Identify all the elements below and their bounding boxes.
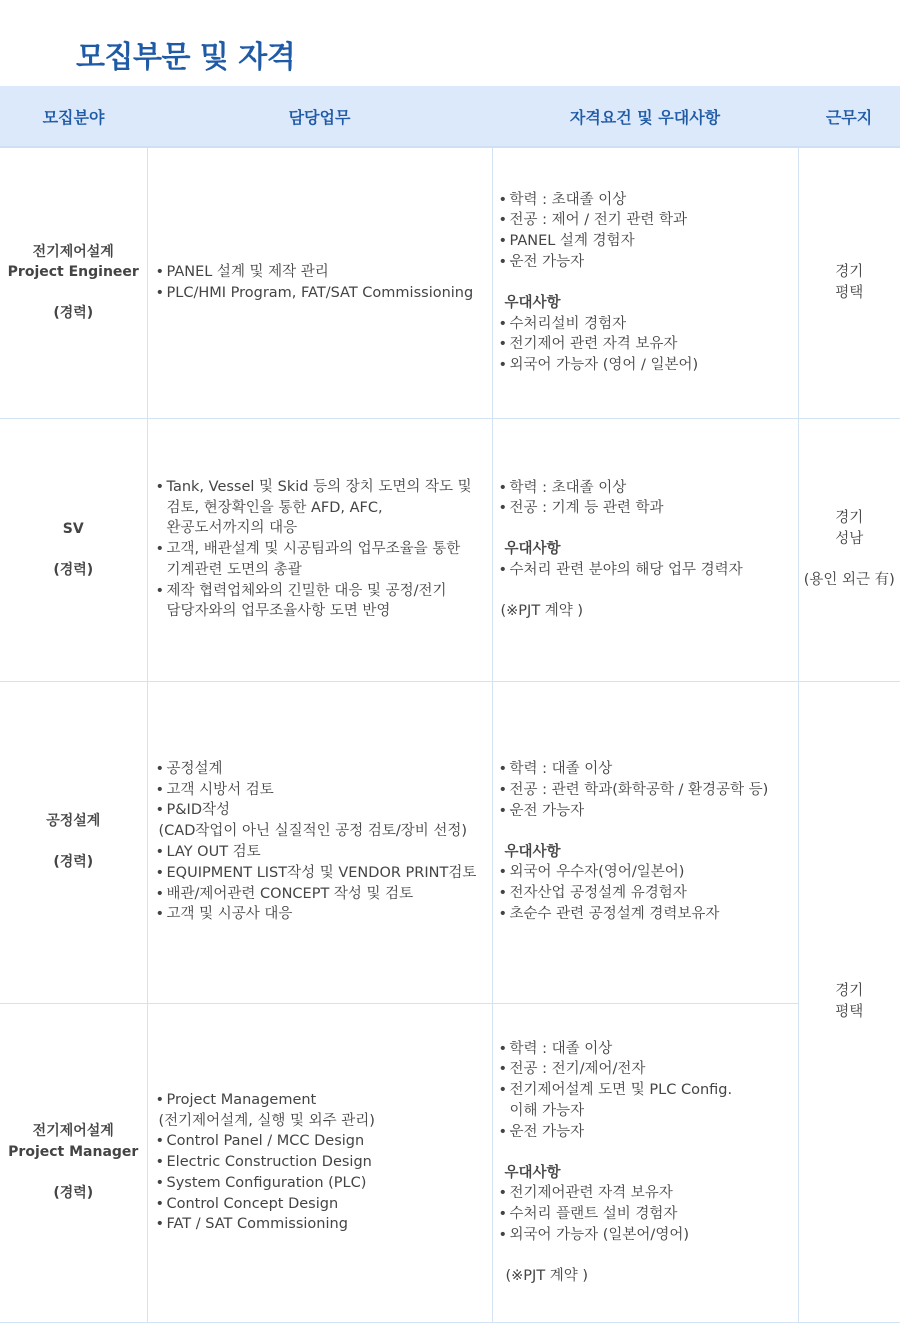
list-item: • 수처리 플랜트 설비 경험자 — [499, 1204, 794, 1225]
contract-note: (※PJT 계약 ) — [500, 602, 584, 619]
preferred-title: 우대사항 — [504, 541, 561, 558]
list-item: • 전기제어 관련 자격 보유자 — [499, 334, 794, 355]
table-row — [0, 418, 900, 681]
list-item: • P&ID작성 — [156, 800, 484, 821]
list-item: • 전기제어관련 자격 보유자 — [499, 1183, 794, 1204]
list-item: • 운전 가능자 — [499, 252, 794, 273]
list-item: • 고객, 배관설계 및 시공팀과의 업무조율을 통한 기계관련 도면의 총괄 — [156, 539, 484, 581]
list-item: • PANEL 설계 및 제작 관리 — [156, 262, 484, 283]
header-location: 근무지 — [798, 86, 900, 147]
list-item: • 전기제어설계 도면 및 PLC Config. 이해 가능자 — [499, 1080, 794, 1122]
requirements-cell — [492, 147, 798, 418]
list-item: • FAT / SAT Commissioning — [156, 1214, 484, 1235]
page-title: 모집부문 및 자격 — [76, 40, 296, 75]
table-header-row — [0, 86, 900, 147]
recruitment-table — [0, 86, 900, 1323]
list-item: • 고객 및 시공사 대응 — [156, 904, 484, 925]
list-item: • 배관/제어관련 CONCEPT 작성 및 검토 — [156, 884, 484, 905]
header-field: 모집분야 — [0, 86, 147, 147]
location-cell: 경기 평택 — [798, 147, 900, 418]
requirements-cell — [492, 418, 798, 681]
list-item-note: (CAD작업이 아닌 실질적인 공정 검토/장비 선정) — [158, 823, 468, 840]
duties-cell — [147, 681, 492, 1003]
list-item: • 수처리 관련 분야의 해당 업무 경력자 — [499, 560, 794, 581]
list-item: • Tank, Vessel 및 Skid 등의 장치 도면의 작도 및 검토, 현장확인을 통한 AFD, AFC, 완공도서까지의 대응 — [156, 477, 484, 539]
list-item: • EQUIPMENT LIST작성 및 VENDOR PRINT검토 — [156, 863, 484, 884]
duties-cell — [147, 1003, 492, 1322]
list-item: • 제작 협력업체와의 긴밀한 대응 및 공정/전기 담당자와의 업무조율사항 도면 반영 — [156, 581, 484, 623]
list-item: • System Configuration (PLC) — [156, 1173, 484, 1194]
list-item: • Electric Construction Design — [156, 1152, 484, 1173]
location-cell: 경기 성남 (용인 외근 有) — [798, 418, 900, 681]
list-item: • 학력 : 초대졸 이상 — [499, 190, 794, 211]
list-item: • 학력 : 초대졸 이상 — [499, 478, 794, 499]
duties-cell — [147, 418, 492, 681]
header-duties: 담당업무 — [147, 86, 492, 147]
list-item: • Project Management — [156, 1090, 484, 1111]
field-cell: 전기제어설계 Project Manager (경력) — [0, 1003, 147, 1322]
list-item: • 전공 : 전기/제어/전자 — [499, 1059, 794, 1080]
list-item: • 학력 : 대졸 이상 — [499, 1039, 794, 1060]
list-item: • 전공 : 제어 / 전기 관련 학과 — [499, 210, 794, 231]
requirements-cell — [492, 1003, 798, 1322]
list-item: • Control Panel / MCC Design — [156, 1131, 484, 1152]
list-item: • 고객 시방서 검토 — [156, 780, 484, 801]
table-row — [0, 147, 900, 418]
preferred-title: 우대사항 — [504, 294, 561, 311]
list-item-note: (전기제어설계, 실행 및 외주 관리) — [158, 1112, 375, 1129]
list-item: • 전자산업 공정설계 유경험자 — [499, 883, 794, 904]
table-row — [0, 1003, 900, 1322]
list-item: • 초순수 관련 공정설계 경력보유자 — [499, 904, 794, 925]
list-item: • 운전 가능자 — [499, 1122, 794, 1143]
list-item: • 외국어 가능자 (영어 / 일본어) — [499, 355, 794, 376]
list-item: • LAY OUT 검토 — [156, 842, 484, 863]
requirements-cell — [492, 681, 798, 1003]
list-item: • 수처리설비 경험자 — [499, 314, 794, 335]
list-item: • PANEL 설계 경험자 — [499, 231, 794, 252]
contract-note: (※PJT 계약 ) — [505, 1267, 589, 1284]
preferred-title: 우대사항 — [504, 843, 561, 860]
header-requirements: 자격요건 및 우대사항 — [492, 86, 798, 147]
field-cell: 공정설계 (경력) — [0, 681, 147, 1003]
list-item: • Control Concept Design — [156, 1194, 484, 1215]
list-item: • 전공 : 기계 등 관련 학과 — [499, 498, 794, 519]
table-row — [0, 681, 900, 1003]
duties-cell — [147, 147, 492, 418]
list-item: • PLC/HMI Program, FAT/SAT Commissioning — [156, 283, 484, 304]
list-item: • 공정설계 — [156, 759, 484, 780]
field-cell: SV (경력) — [0, 418, 147, 681]
list-item: • 외국어 가능자 (일본어/영어) — [499, 1225, 794, 1246]
list-item: • 학력 : 대졸 이상 — [499, 759, 794, 780]
location-cell: 경기 평택 — [798, 681, 900, 1322]
list-item: • 외국어 우수자(영어/일본어) — [499, 862, 794, 883]
field-cell: 전기제어설계 Project Engineer (경력) — [0, 147, 147, 418]
preferred-title: 우대사항 — [504, 1164, 561, 1181]
list-item: • 전공 : 관련 학과(화학공학 / 환경공학 등) — [499, 780, 794, 801]
list-item: • 운전 가능자 — [499, 801, 794, 822]
